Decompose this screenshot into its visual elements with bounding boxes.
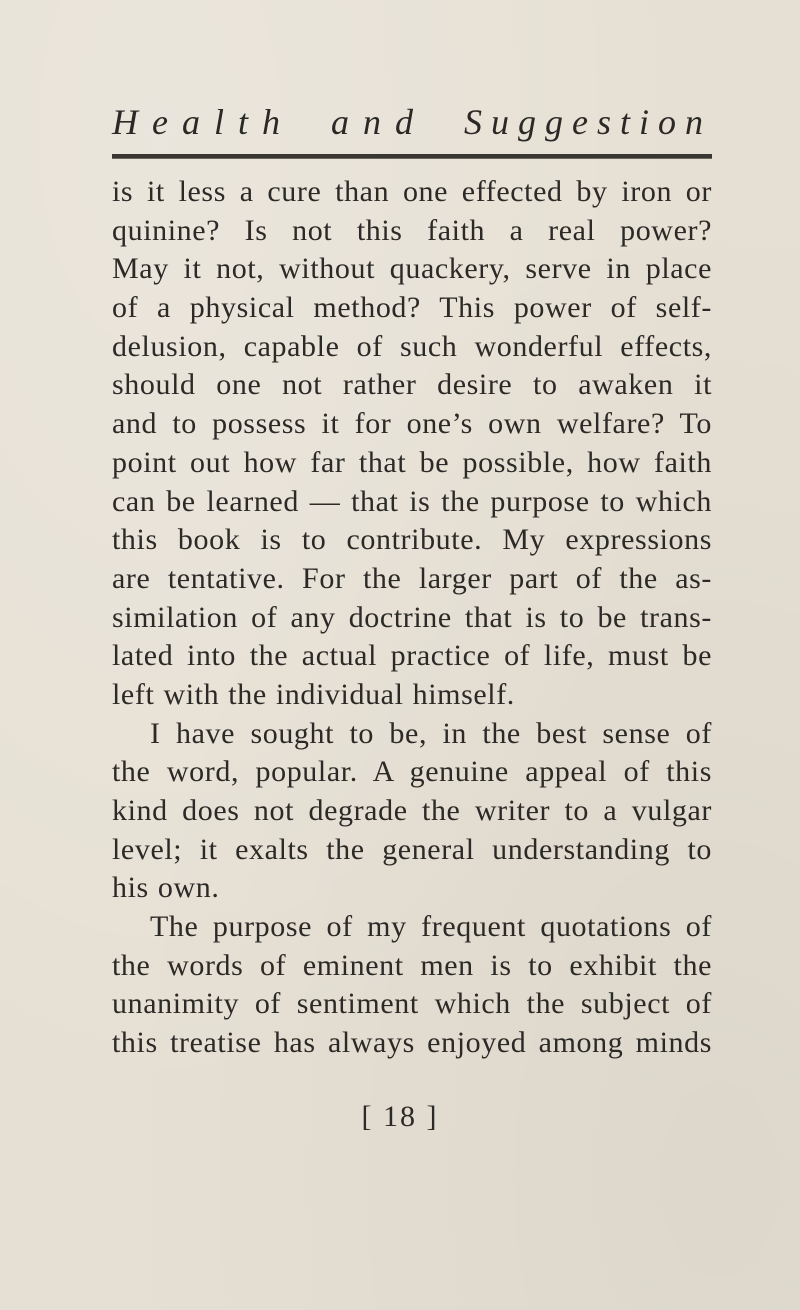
body-text	[112, 173, 712, 1063]
text-line: his own.	[112, 871, 220, 905]
text-line: unanimity of sentiment which the subject of	[112, 987, 712, 1021]
text-line: this treatise has always enjoyed among minds	[112, 1026, 712, 1060]
text-line: May it not, without quackery, serve in place	[112, 252, 712, 286]
text-line: is it less a cure than one effected by iron or	[112, 175, 712, 208]
text-line: kind does not degrade the writer to a vulgar	[112, 794, 712, 827]
text-line: and to possess it for one’s own welfare? To	[112, 407, 712, 441]
text-line: can be learned — that is the purpose to which	[112, 484, 712, 518]
text-line: left with the individual himself.	[112, 677, 515, 711]
text-line: lated into the actual practice of life, must be	[112, 639, 712, 673]
text-line: this book is to contribute. My expressions	[112, 523, 712, 557]
running-head-left: Health	[112, 102, 294, 142]
text-line: the words of eminent men is to exhibit the	[112, 948, 712, 982]
text-line: should one not rather desire to awaken it	[112, 368, 712, 402]
text-line: point out how far that be possible, how faith	[112, 445, 712, 479]
text-line: level; it exalts the general understanding to	[112, 832, 712, 866]
text-line: are tentative. For the larger part of the as-	[112, 561, 712, 595]
text-line: The purpose of my frequent quotations of	[150, 910, 712, 944]
text-line: similation of any doctrine that is to be trans-	[112, 600, 712, 634]
text-line: of a physical method? This power of self-	[112, 291, 712, 325]
header-rule	[112, 154, 712, 159]
text-line: delusion, capable of such wonderful effects,	[112, 329, 712, 363]
running-head	[112, 100, 712, 144]
text-line: I have sought to be, in the best sense of	[150, 716, 712, 750]
running-head-right: Suggestion	[463, 102, 712, 142]
page-number: [ 18 ]	[361, 1100, 439, 1133]
text-line: quinine? Is not this faith a real power?	[112, 213, 712, 247]
text-line: the word, popular. A genuine appeal of this	[112, 755, 712, 789]
running-head-center: and	[330, 102, 427, 142]
